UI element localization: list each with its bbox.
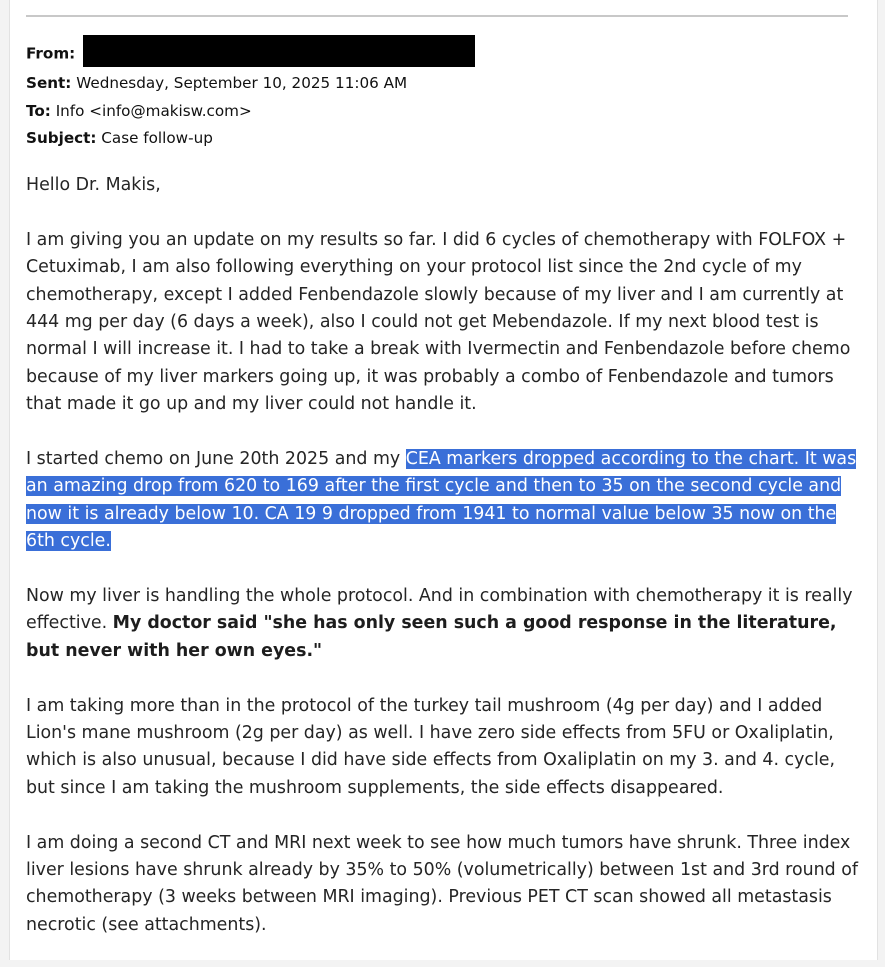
email-body xyxy=(26,172,868,967)
paragraph-markers xyxy=(26,446,868,556)
to-label: To: xyxy=(26,101,51,120)
subject-label: Subject: xyxy=(26,129,97,147)
paragraph-response-text: Now my liver is handling the whole protocol. And in combination with chemotherapy it is really effective. xyxy=(26,586,853,634)
greeting: Hello Dr. Makis, xyxy=(26,175,161,195)
redacted-sender-block xyxy=(83,35,475,67)
paragraph-update: I am giving you an update on my results so far. I did 6 cycles of chemotherapy with FOLFOX + Cetuximab, I am also following everything on your protocol list since the 2nd cycle of my chemotherapy, except I added Fenbendazole slowly because of my liver and I am currently at 444 mg per day (6 days a week), also I could not get Mebendazole. If my next blood test is normal I will increase it. I had to take a break with Ivermectin and Fenbendazole before chemo because of my liver markers going up, it was probably a combo of Fenbendazole and tumors that made it go up and my liver could not handle it. xyxy=(26,229,851,415)
paragraph-markers-text: I started chemo on June 20th 2025 and my xyxy=(26,449,406,470)
paragraph-imaging: I am doing a second CT and MRI next week to see how much tumors have shrunk. Three index liver lesions have shrunk already by 35% to 50% (volumetrically) between 1st and 3rd round of chemotherapy (3 weeks between MRI imaging). Previous PET CT scan showed all metastasis necrotic (see attachments). xyxy=(26,832,858,935)
doctor-quote: My doctor said "she has only seen such a good response in the literature, but never with her own eyes." xyxy=(26,613,837,661)
subject-value: Case follow-up xyxy=(101,129,213,147)
to-row xyxy=(26,98,856,126)
from-label: From: xyxy=(26,44,76,63)
paragraph-mushrooms: I am taking more than in the protocol of the turkey tail mushroom (4g per day) and I added Lion's mane mushroom (2g per day) as well. I have zero side effects from 5FU or Oxaliplatin, which is also unusual, because I did have side effects from Oxaliplatin on my 3. and 4. cycle, but since I am taking the mushroom supplements, the side effects disappeared. xyxy=(26,695,836,798)
sent-value: Wednesday, September 10, 2025 11:06 AM xyxy=(76,74,408,92)
email-header xyxy=(26,38,856,153)
to-value[interactable]: Info <info@makisw.com> xyxy=(55,101,252,120)
sent-label: Sent: xyxy=(26,74,72,92)
sent-row xyxy=(26,70,856,98)
divider xyxy=(26,15,848,17)
from-row xyxy=(26,38,856,70)
selected-text-highlight[interactable]: CEA markers dropped according to the chart. It was an amazing drop from 620 to 169 after the first cycle and then to 35 on the second cycle and now it is already below 10. CA 19 9 dropped from 1941 to normal value below 35 now on the 6th cycle. xyxy=(26,449,857,552)
subject-row xyxy=(26,125,856,153)
paragraph-response xyxy=(26,583,868,665)
email-page xyxy=(9,0,878,960)
